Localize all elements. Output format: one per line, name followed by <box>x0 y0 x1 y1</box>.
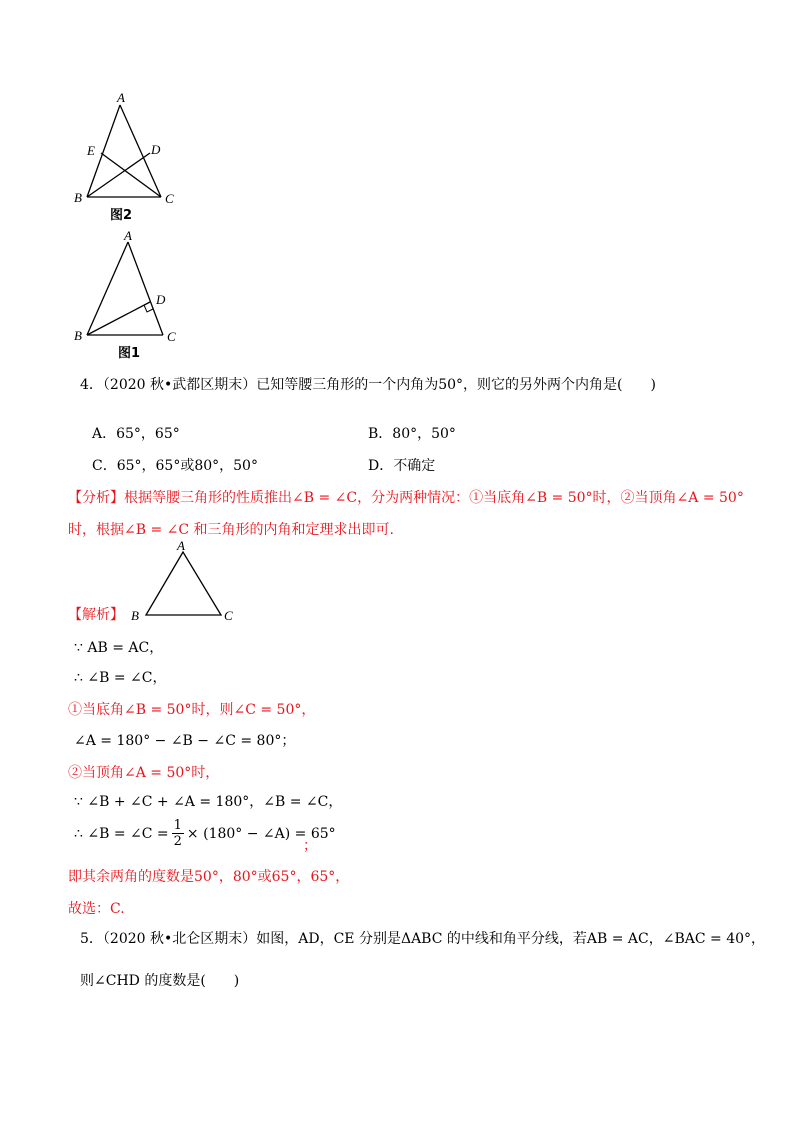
q4-fraction <box>172 818 184 849</box>
q4-solution-tag: 【解析】 <box>68 607 124 623</box>
q4-step-7-semicolon: ； <box>303 838 317 854</box>
q4-step-7 <box>74 818 336 849</box>
figure-1-label-b: B <box>74 328 82 343</box>
figure-2-label-a: A <box>117 90 125 105</box>
figure-1-label-a: A <box>124 228 132 243</box>
figure-1-diagram <box>65 228 195 348</box>
figure-2-caption: 图2 <box>110 208 133 223</box>
q4-option-a: A．65°，65° <box>92 426 180 442</box>
figure-2-label-e: E <box>87 143 95 158</box>
q5-line2: 则∠CHD 的度数是( ) <box>80 973 240 989</box>
figure-1-caption: 图1 <box>118 346 141 361</box>
q4-step-7-lead: ∴ ∠B = ∠C = <box>74 825 169 842</box>
q4-step-2: ∴ ∠B = ∠C， <box>74 670 167 686</box>
q4-step-3: ①当底角∠B = 50°时，则∠C = 50°， <box>68 702 316 718</box>
q4-triangle-label-b: B <box>131 608 139 623</box>
q4-analysis-line1: 【分析】根据等腰三角形的性质推出∠B = ∠C，分为两种情况：①当底角∠B = 50°时，②当顶角∠A = 50° <box>68 490 744 506</box>
q4-step-7-tail: × (180° − ∠A) = 65° <box>186 825 336 842</box>
q4-step-4 <box>74 730 295 750</box>
q4-triangle-diagram <box>128 538 248 624</box>
q4-fraction-numerator: 1 <box>173 818 182 833</box>
q4-step-6: ∵ ∠B + ∠C + ∠A = 180°，∠B = ∠C， <box>74 794 343 810</box>
figure-1-label-d: D <box>156 292 166 307</box>
q4-step-9: 故选：C. <box>68 901 125 917</box>
q5-line1: 5．（2020 秋•北仑区期末）如图，AD，CE 分别是ΔABC 的中线和角平分线，若AB = AC，∠BAC = 40°， <box>80 931 766 947</box>
q4-analysis-line2: 时，根据∠B = ∠C 和三角形的内角和定理求出即可. <box>68 522 394 538</box>
q4-option-d: D．不确定 <box>368 458 436 474</box>
q4-step-8: 即其余两角的度数是50°，80°或65°，65°， <box>68 869 350 885</box>
q4-stem: 4．（2020 秋•武都区期末）已知等腰三角形的一个内角为50°，则它的另外两个内角是( ) <box>80 377 656 393</box>
q4-option-b: B．80°，50° <box>368 426 456 442</box>
q4-step-5: ②当顶角∠A = 50°时， <box>68 765 220 781</box>
q4-step-1: ∵ AB = AC， <box>74 640 164 656</box>
figure-2-label-c: C <box>165 191 174 206</box>
q4-fraction-denominator: 2 <box>173 834 182 849</box>
figure-2-label-d: D <box>151 142 161 157</box>
q4-step-4-text: ∠A = 180° − ∠B − ∠C = 80°； <box>74 733 296 749</box>
figure-1-label-c: C <box>167 329 176 344</box>
q4-triangle-label-c: C <box>224 608 233 623</box>
q4-triangle-label-a: A <box>177 538 185 553</box>
figure-2-label-b: B <box>74 190 82 205</box>
q4-option-c: C．65°，65°或80°，50° <box>92 458 258 474</box>
